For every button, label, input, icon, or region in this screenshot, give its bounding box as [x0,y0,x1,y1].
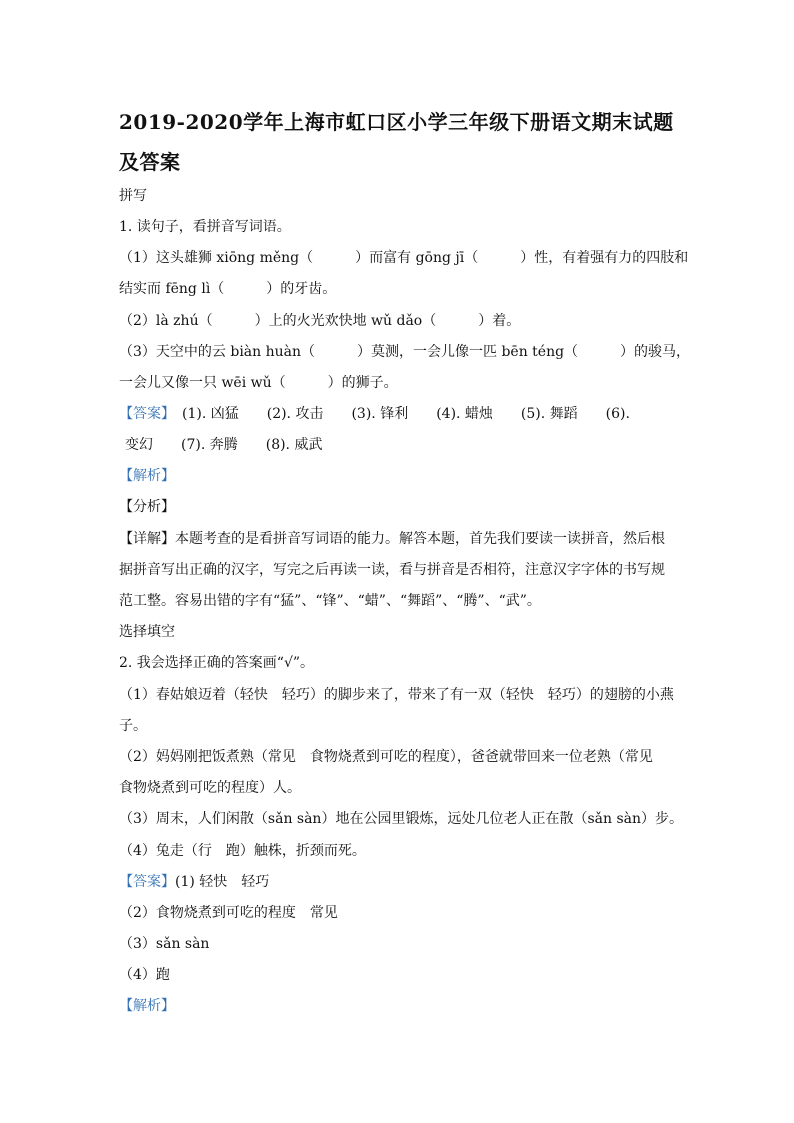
question-2-answer [119,873,269,891]
question-1-stem: 1. 读句子，看拼音写词语。 [119,219,291,235]
detail-text-line: 据拼音写出正确的汉字，写完之后再读一读，看与拼音是否相符，注意汉字字体的书写规 [119,562,665,578]
detail-paragraph [119,530,665,548]
question-2-line: 子。 [119,718,147,734]
question-2-answer-line: （3）sǎn sàn [119,936,210,952]
question-2-answer-line: （2）食物烧煮到可吃的程度 常见 [119,905,338,921]
question-2-answer-line: （4）跑 [119,967,170,983]
question-2-line: （2）妈妈刚把饭煮熟（常见 食物烧煮到可吃的程度），爸爸就带回来一位老熟（常见 [119,749,653,765]
question-1-answer-continued: 变幻 (7). 奔腾 (8). 威武 [125,437,323,453]
document-title-line2: 及答案 [119,150,181,174]
section-heading-xuanze: 选择填空 [119,624,175,640]
question-1-answer [119,405,630,423]
section-heading-pinxie: 拼写 [119,188,147,204]
detail-text-line: 范工整。容易出错的字有“猛”、“锋”、“蜡”、“舞蹈”、“腾”、“武”。 [119,593,541,609]
question-1-line: （3）天空中的云 biàn huàn（ ）莫测，一会儿像一匹 bēn téng（ ）的骏马， [119,344,691,360]
question-1-line: 一会儿又像一只 wēi wǔ（ ）的狮子。 [119,375,398,391]
fenxi-label: 【分析】 [119,499,175,515]
question-2-stem: 2. 我会选择正确的答案画“√”。 [119,655,315,671]
analysis-label: 【解析】 [119,998,175,1014]
question-1-line: （2）là zhú（ ）上的火光欢快地 wǔ dǎo（ ）着。 [119,313,521,329]
analysis-label: 【解析】 [119,468,175,484]
answer-label: 【答案】 [119,406,168,422]
answer-label: 【答案】 [119,874,175,890]
document-title-line1: 2019-2020学年上海市虹口区小学三年级下册语文期末试题 [119,110,674,134]
answer-text: (1). 凶猛 (2). 攻击 (3). 锋利 (4). 蜡烛 (5). 舞蹈 (6). [168,406,630,422]
detail-label: 【详解】 [119,531,175,547]
answer-text: (1) 轻快 轻巧 [175,874,270,890]
detail-text: 本题考查的是看拼音写词语的能力。解答本题，首先我们要读一读拼音，然后根 [175,531,665,547]
question-2-line: （3）周末，人们闲散（sǎn sàn）地在公园里锻炼，远处几位老人正在散（sǎn sàn）步。 [119,811,683,827]
question-1-line: （1）这头雄狮 xiōng měng（ ）而富有 gōng jī（ ）性，有着强有力的四肢和 [119,250,689,266]
question-2-line: 食物烧煮到可吃的程度）人。 [119,780,301,796]
question-2-line: （4）兔走（行 跑）触株，折颈而死。 [119,843,366,859]
question-2-line: （1）春姑娘迈着（轻快 轻巧）的脚步来了，带来了有一双（轻快 轻巧）的翅膀的小燕 [119,687,674,703]
question-1-line: 结实而 fēng lì（ ）的牙齿。 [119,281,337,297]
